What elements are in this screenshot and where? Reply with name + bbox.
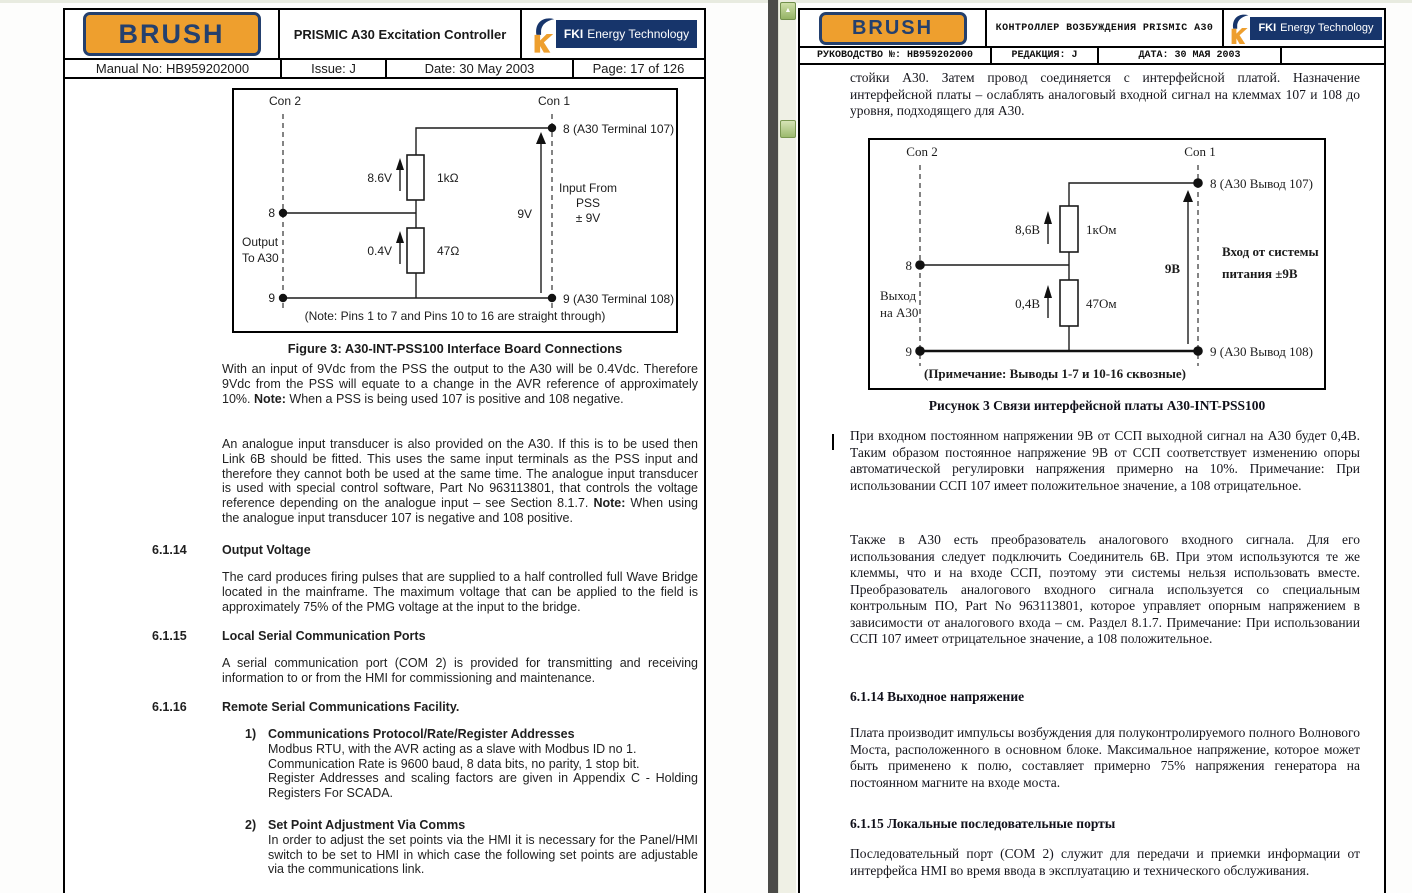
right-header-row1 — [800, 10, 1384, 48]
output-label-line2: To A30 — [242, 251, 279, 265]
mid-wire-ru — [920, 252, 1069, 280]
paragraph-analogue-transducer — [222, 437, 698, 526]
pin9-label: 9 — [268, 291, 275, 305]
voltage-0v4-label: 0.4V — [367, 244, 392, 258]
right-brush-logo-cell — [800, 10, 985, 46]
resistor-47-label: 47Ω — [437, 244, 460, 258]
output-label-line2-ru: на А30 — [880, 305, 919, 320]
section-6-1-15-title-ru: 6.1.15 Локальные последовательные порты — [850, 816, 1116, 831]
window-top-strip — [0, 0, 1412, 3]
arrow-0v4-head-ru — [1044, 285, 1052, 298]
pin8-label: 8 — [268, 206, 275, 220]
list-item1-line1: Modbus RTU, with the AVR acting as a slave with Modbus ID no 1. — [268, 741, 637, 756]
pin9-node-ru — [915, 346, 925, 356]
section-6-1-16-title: Remote Serial Communications Facility. — [222, 700, 460, 714]
left-header-row2 — [65, 60, 704, 79]
resistor-47-ru — [1060, 280, 1078, 326]
pin9-label-ru: 9 — [905, 344, 912, 359]
list-item2-body: In order to adjust the set points via the HMI it is necessary for the Panel/HMI switch to be set to HMI in which case the following set points are adjustable via the communications link. — [268, 832, 698, 877]
circuit-diagram-en — [234, 90, 676, 331]
section-6-1-15-title: Local Serial Communication Ports — [222, 629, 426, 643]
date-cell — [385, 60, 572, 77]
page-number: Page: 17 of 126 — [592, 61, 685, 76]
doc-title: PRISMIC A30 Excitation Controller — [293, 26, 507, 42]
issue: Issue: J — [311, 61, 356, 76]
fki-logo-ru — [1226, 12, 1381, 44]
brush-logo-text: BRUSH — [118, 18, 225, 49]
arrow-9v-head-ru — [1183, 190, 1193, 202]
input-label-line1: Input From — [558, 181, 618, 195]
terminal108-node-ru — [1193, 346, 1203, 356]
terminal108-label: 9 (A30 Terminal 108) — [563, 292, 675, 306]
list-item2 — [268, 818, 698, 877]
left-fki-logo-cell — [520, 10, 703, 58]
circuit-diagram-ru — [870, 140, 1324, 388]
doc-title-ru: КОНТРОЛЛЕР ВОЗБУЖДЕНИЯ PRISMIC А30 — [995, 22, 1214, 34]
bottom-wire — [283, 273, 552, 298]
mid-wire — [283, 200, 416, 228]
fki-mark-icon-ru — [1226, 12, 1250, 44]
terminal107-label-ru: 8 (А30 Вывод 107) — [1210, 176, 1313, 191]
arrow-8v6-head-ru — [1044, 211, 1052, 224]
fki-rest-text: Energy Technology — [587, 27, 690, 41]
resistor-47 — [407, 228, 424, 273]
scroll-up-button[interactable] — [780, 2, 796, 20]
section-6-1-15-number: 6.1.15 — [152, 629, 187, 643]
paragraph-analogue-note: When using the analogue input transducer 107 is negative and 108 positive. — [222, 496, 698, 525]
list-item1-title: Communications Protocol/Rate/Register Addresses — [268, 727, 575, 741]
arrow-9v-head — [536, 132, 546, 144]
section-6-1-14-body-ru: Плата производит импульсы возбуждения для полуконтролируемого полного Волнового Моста, расположенного в основном блоке. Максимальное напряжение, которое может быть применено к полю, составляет примерно 75% напряжения генератора на постоянном магните на входе моста. — [850, 725, 1360, 790]
voltage-8v6-label-ru: 8,6В — [1015, 222, 1040, 237]
resistor-1k — [407, 155, 424, 200]
con1-label-ru: Con 1 — [1184, 144, 1216, 159]
resistor-1k-label: 1kΩ — [437, 171, 459, 185]
con1-label: Con 1 — [537, 94, 571, 108]
output-label-line1-ru: Выход — [880, 288, 917, 303]
input-label-line1-ru: Вход от системы — [1222, 244, 1319, 259]
fki-logo — [528, 15, 697, 53]
paragraph-pss-input-ru: При входном постоянном напряжении 9В от ССП выходной сигнал на А30 будет 0,4В. Таким образом постоянное напряжение 9В от ССП соответствует изменению опоры автоматической регулировки напряжения примерно на 10%. Примечание: При использовании ССП 107 имеет положительное значение, а 108 отрицательное. — [850, 428, 1360, 493]
revision-change-bar — [832, 434, 834, 450]
output-label-line1: Output — [242, 235, 279, 249]
page-number-cell-ru — [1280, 48, 1384, 63]
date: Date: 30 May 2003 — [424, 61, 535, 76]
fki-bold-text: FKI — [563, 27, 584, 41]
date-cell-ru — [1097, 48, 1280, 63]
arrow-0v4-head — [396, 231, 404, 243]
issue-ru: РЕДАКЦИЯ: J — [1011, 50, 1078, 61]
figure3-diagram-en — [232, 88, 678, 333]
fki-mark-icon — [528, 15, 556, 53]
resistor-1k-ru — [1060, 206, 1078, 252]
terminal107-label: 8 (A30 Terminal 107) — [563, 122, 675, 136]
date-ru: ДАТА: 30 МАЯ 2003 — [1138, 50, 1241, 61]
con2-label-ru: Con 2 — [906, 144, 938, 159]
voltage-9v-label: 9V — [517, 207, 532, 221]
pin8-node — [279, 209, 287, 217]
voltage-8v6-label: 8.6V — [367, 171, 392, 185]
paragraph-pss-input-note: When a PSS is being used 107 is positive and 108 negative. — [285, 391, 624, 406]
right-doc-title-cell — [985, 10, 1222, 46]
brush-logo-text-ru: BRUSH — [851, 16, 934, 39]
figure-note-ru: (Примечание: Выводы 1-7 и 10-16 сквозные) — [923, 366, 1187, 381]
fki-bold-text-ru: FKI — [1258, 22, 1277, 34]
right-header-row2 — [800, 48, 1384, 65]
con2-label: Con 2 — [268, 94, 302, 108]
brush-logo-ru — [819, 12, 967, 45]
resistor-1k-label-ru: 1кОм — [1086, 222, 1117, 237]
pin9-node — [279, 294, 287, 302]
left-doc-title-cell — [278, 10, 520, 58]
input-label-line2: PSS — [575, 196, 601, 210]
fki-rest-text-ru: Energy Technology — [1280, 22, 1374, 34]
issue-cell — [280, 60, 385, 77]
list-item2-number: 2) — [245, 818, 257, 832]
note-label2: Note: — [593, 496, 626, 511]
terminal107-node — [548, 124, 556, 132]
top-wire-ru — [1069, 183, 1198, 206]
paragraph-intro-ru: стойки А30. Затем провод соединяется с интерфейсной платой. Назначение интерфейсной платы – ослаблять аналоговый входной сигнал на клеммах 107 и 108 до уровня, подходящего для А30. — [850, 70, 1360, 118]
list-item1 — [268, 727, 698, 801]
manual-no: Manual No: HB959202000 — [95, 61, 250, 76]
section-6-1-14-number: 6.1.14 — [152, 543, 187, 557]
figure3-caption-en: Figure 3: A30-INT-PSS100 Interface Board Connections — [287, 341, 623, 356]
brush-logo — [83, 12, 261, 56]
manual-no-cell — [65, 60, 280, 77]
top-wire — [416, 128, 552, 155]
pin8-label-ru: 8 — [905, 258, 912, 273]
arrow-8v6-head — [396, 158, 404, 170]
input-label-line2-ru: питания ±9В — [1222, 266, 1298, 281]
scrollbar-thumb[interactable] — [780, 120, 796, 138]
paragraph-analogue-ru: Также в А30 есть преобразователь аналогового входного сигнала. Для его использования следует подключить Соединитель 6В. При этом используются те же клеммы, что и на входе ССП, поэтому эти системы нельзя использовать вместе. Преобразователь аналогового входного сигнала используется со специальным контрольным ПО, Part No 963113801, которое управляет опорным напряжением в зависимости от аналогового входа – см. Раздел 8.1.7. Примечание: При использовании ССП 107 имеет отрицательное значение, а 108 положительное. — [850, 532, 1360, 646]
figure-note: (Note: Pins 1 to 7 and Pins 10 to 16 are straight through) — [304, 309, 606, 323]
page-russian — [798, 8, 1386, 893]
voltage-9v-label-ru: 9В — [1164, 261, 1180, 276]
page-english — [63, 8, 706, 893]
window-divider — [768, 0, 778, 893]
list-item1-line3: Register Addresses and scaling factors are given in Appendix C - Holding Registers For SCADA. — [268, 771, 698, 801]
section-6-1-15-body-ru: Последовательный порт (COM 2) служит для передачи и приемки информации от интерфейса HMI во время ввода в эксплуатацию и технического обслуживания. — [850, 846, 1360, 878]
pin8-node-ru — [915, 260, 925, 270]
note-label: Note: — [253, 391, 286, 406]
right-fki-logo-cell — [1222, 10, 1384, 46]
manual-no-cell-ru — [800, 48, 990, 63]
terminal108-node — [548, 294, 556, 302]
section-6-1-14-body: The card produces firing pulses that are supplied to a half controlled full Wave Bridge located in the mainframe. The maximum voltage that can be applied to the field is approximately 75% of the PMG voltage at the input to the bridge. — [222, 570, 698, 614]
scroll-up-icon: ▲ — [784, 7, 792, 14]
voltage-0v4-label-ru: 0,4В — [1015, 296, 1040, 311]
section-6-1-15-body: A serial communication port (COM 2) is provided for transmitting and receiving information to or from the HMI for commissioning and maintenance. — [222, 656, 698, 685]
section-6-1-14-title: Output Voltage — [222, 543, 311, 557]
page-number-cell — [572, 60, 703, 77]
fki-wordmark-ru — [1250, 17, 1381, 40]
list-item2-title: Set Point Adjustment Via Comms — [268, 818, 466, 832]
left-brush-logo-cell — [65, 10, 278, 58]
section-6-1-16-number: 6.1.16 — [152, 700, 187, 714]
left-header-row1 — [65, 10, 704, 60]
fki-wordmark — [556, 20, 697, 48]
figure3-diagram-ru — [868, 138, 1326, 390]
manual-no-ru: РУКОВОДСТВО №: HB959202000 — [816, 50, 974, 61]
paragraph-pss-input — [222, 362, 698, 406]
section-6-1-14-title-ru: 6.1.14 Выходное напряжение — [850, 689, 1025, 704]
list-item1-line2: Communication Rate is 9600 baud, 8 data bits, no parity, 1 stop bit. — [268, 756, 640, 771]
terminal108-label-ru: 9 (А30 Вывод 108) — [1210, 344, 1313, 359]
figure3-caption-ru: Рисунок 3 Связи интерфейсной платы А30-INT-PSS100 — [928, 398, 1266, 413]
paragraph-pss-input-text: With an input of 9Vdc from the PSS the output to the A30 will be 0.4Vdc. Therefore 9Vdc from the PSS will equate to a change in the AVR reference of approximately 10%. — [222, 362, 698, 406]
terminal107-node-ru — [1193, 178, 1203, 188]
paragraph-analogue-text: An analogue input transducer is also provided on the A30. If this is to be used then Link 6B should be fitted. This uses the same input terminals as the PSS input and therefore they cannot both be used at the same time. The analogue input transducer is used with special control software, Part No 963113801, that controls the voltage reference depending on the analogue input – see Section 8.1.7. — [222, 437, 698, 511]
resistor-47-label-ru: 47Ом — [1086, 296, 1117, 311]
input-label-line3: ± 9V — [575, 211, 601, 225]
issue-cell-ru — [990, 48, 1097, 63]
list-item1-number: 1) — [245, 727, 257, 741]
